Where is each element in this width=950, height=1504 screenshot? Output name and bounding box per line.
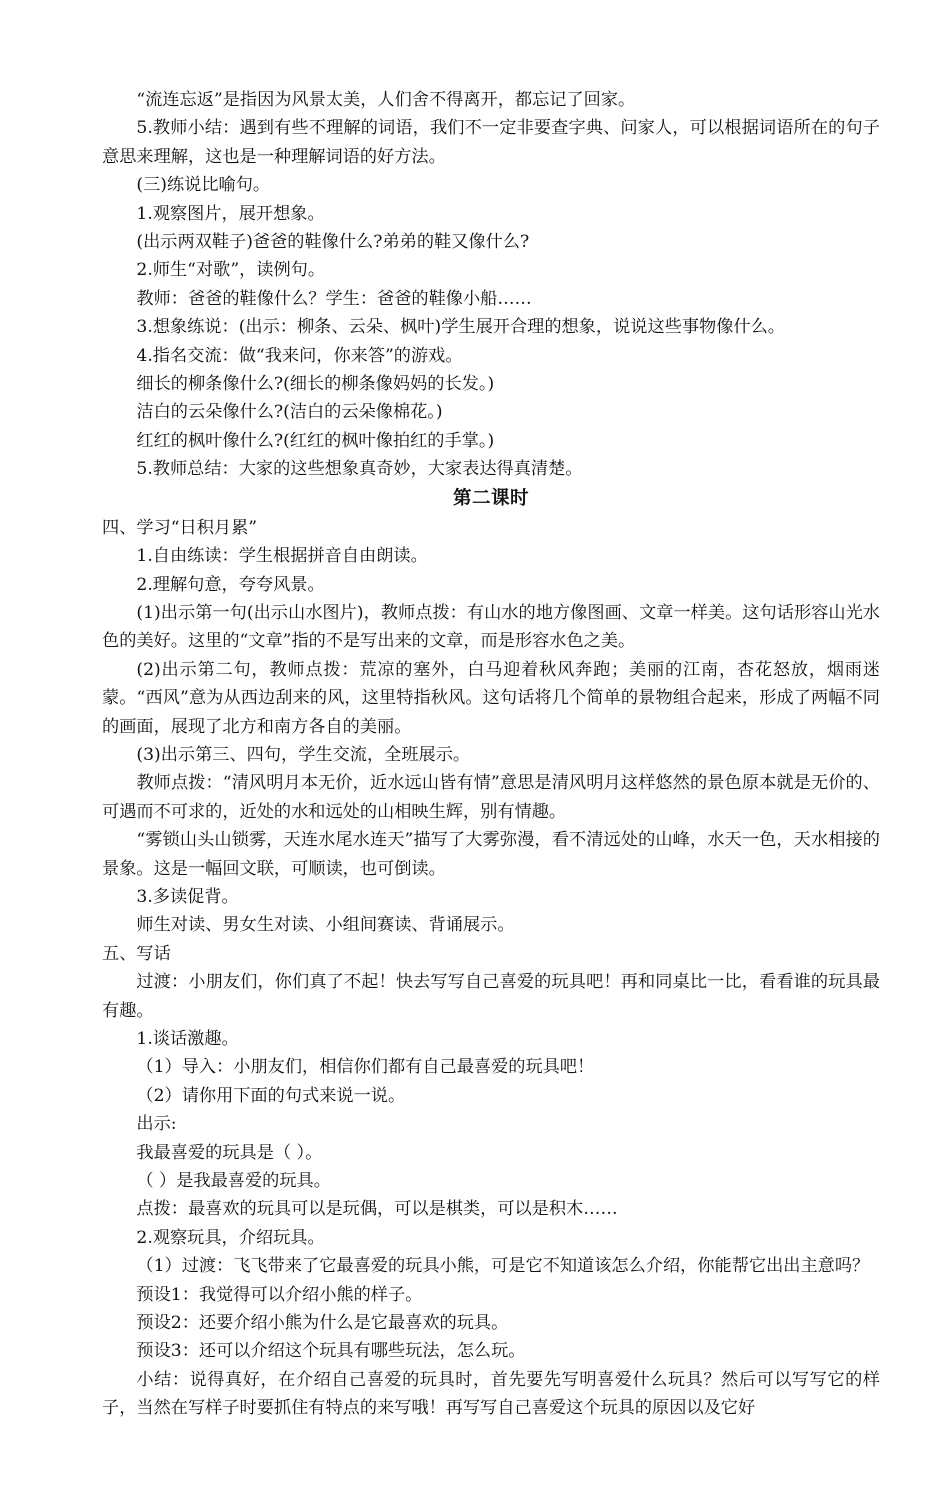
paragraph: 1.谈话激趣。	[136, 1029, 239, 1049]
paragraph: 过渡：小朋友们，你们真了不起！快去写写自己喜爱的玩具吧！再和同桌比一比，看看谁的玩具最有趣。	[102, 972, 880, 1021]
paragraph: 点拨：最喜欢的玩具可以是玩偶，可以是棋类，可以是积木……	[136, 1199, 618, 1220]
paragraph: 红红的枫叶像什么?(红红的枫叶像拍红的手掌。)	[136, 430, 495, 451]
paragraph: (出示两双鞋子)爸爸的鞋像什么?弟弟的鞋又像什么?	[136, 232, 530, 253]
paragraph: 教师：爸爸的鞋像什么？学生：爸爸的鞋像小船……	[136, 288, 532, 309]
paragraph: 预设1：我觉得可以介绍小熊的样子。	[136, 1284, 423, 1305]
section-heading: 五、写话	[102, 943, 171, 964]
paragraph: 5.教师小结：遇到有些不理解的词语，我们不一定非要查字典、问家人，可以根据词语所在的句子意思来理解，这也是一种理解词语的好方法。	[102, 118, 880, 167]
paragraph: “流连忘返”是指因为风景太美，人们舍不得离开，都忘记了回家。	[136, 90, 636, 110]
paragraph: 2.观察玩具，介绍玩具。	[136, 1227, 325, 1248]
paragraph: 预设2：还要介绍小熊为什么是它最喜欢的玩具。	[136, 1313, 509, 1334]
paragraph: (1)出示第一句(出示山水图片)，教师点拨：有山水的地方像图画、文章一样美。这句话形容山光水色的美好。这里的“文章”指的不是写出来的文章，而是形容水色之美。	[102, 602, 880, 652]
paragraph: 细长的柳条像什么?(细长的柳条像妈妈的长发。)	[136, 374, 495, 395]
paragraph: 3.想象练说：(出示：柳条、云朵、枫叶)学生展开合理的想象，说说这些事物像什么。	[136, 317, 785, 338]
paragraph: 3.多读促背。	[136, 886, 239, 907]
paragraph: （1）过渡：飞飞带来了它最喜爱的玩具小熊，可是它不知道该怎么介绍，你能帮它出出主意吗？	[136, 1256, 870, 1277]
paragraph: 4.指名交流：做“我来问，你来答”的游戏。	[136, 345, 463, 366]
paragraph: 洁白的云朵像什么?(洁白的云朵像棉花。)	[136, 402, 443, 423]
paragraph: 2.师生“对歌”，读例句。	[136, 260, 326, 281]
paragraph: 预设3：还可以介绍这个玩具有哪些玩法，怎么玩。	[136, 1341, 526, 1362]
paragraph: 1.观察图片，展开想象。	[136, 203, 325, 224]
section-title: 第二课时	[452, 487, 529, 509]
paragraph: （2）请你用下面的句式来说一说。	[136, 1085, 406, 1106]
paragraph: 1.自由练读：学生根据拼音自由朗读。	[136, 546, 428, 567]
paragraph: （ ）是我最喜爱的玩具。	[136, 1171, 331, 1192]
paragraph: 教师点拨：“清风明月本无价，近水远山皆有情”意思是清风明月这样悠然的景色原本就是无价的、可遇而不可求的，近处的水和远处的山相映生辉，别有情趣。	[102, 773, 880, 822]
paragraph: “雾锁山头山锁雾，天连水尾水连天”描写了大雾弥漫，看不清远处的山峰，水天一色，天水相接的景象。这是一幅回文联，可顺读，也可倒读。	[102, 830, 880, 879]
paragraph: (3)出示第三、四句，学生交流，全班展示。	[136, 744, 471, 765]
paragraph: 我最喜爱的玩具是（ ）。	[136, 1142, 323, 1163]
paragraph: （1）导入：小朋友们，相信你们都有自己最喜爱的玩具吧！	[136, 1057, 595, 1078]
paragraph: (2)出示第二句，教师点拨：荒凉的塞外，白马迎着秋风奔跑；美丽的江南，杏花怒放，烟雨迷蒙。“西风”意为从西边刮来的风，这里特指秋风。这句话将几个简单的景物组合起来，形成了两幅不同的画面，展现了北方和南方各自的美丽。	[102, 659, 880, 737]
paragraph: 2.理解句意，夸夸风景。	[136, 574, 325, 595]
section-heading: 四、学习“日积月累”	[102, 517, 258, 538]
paragraph: 小结：说得真好，在介绍自己喜爱的玩具时，首先要先写明喜爱什么玩具？然后可以写写它的样子，当然在写样子时要抓住有特点的来写哦！再写写自己喜爱这个玩具的原因以及它好	[102, 1369, 880, 1419]
paragraph: (三)练说比喻句。	[136, 175, 271, 196]
paragraph: 5.教师总结：大家的这些想象真奇妙，大家表达得真清楚。	[136, 459, 583, 480]
document-body	[102, 86, 880, 1423]
paragraph: 出示:	[136, 1114, 177, 1135]
paragraph: 师生对读、男女生对读、小组间赛读、背诵展示。	[136, 915, 515, 936]
